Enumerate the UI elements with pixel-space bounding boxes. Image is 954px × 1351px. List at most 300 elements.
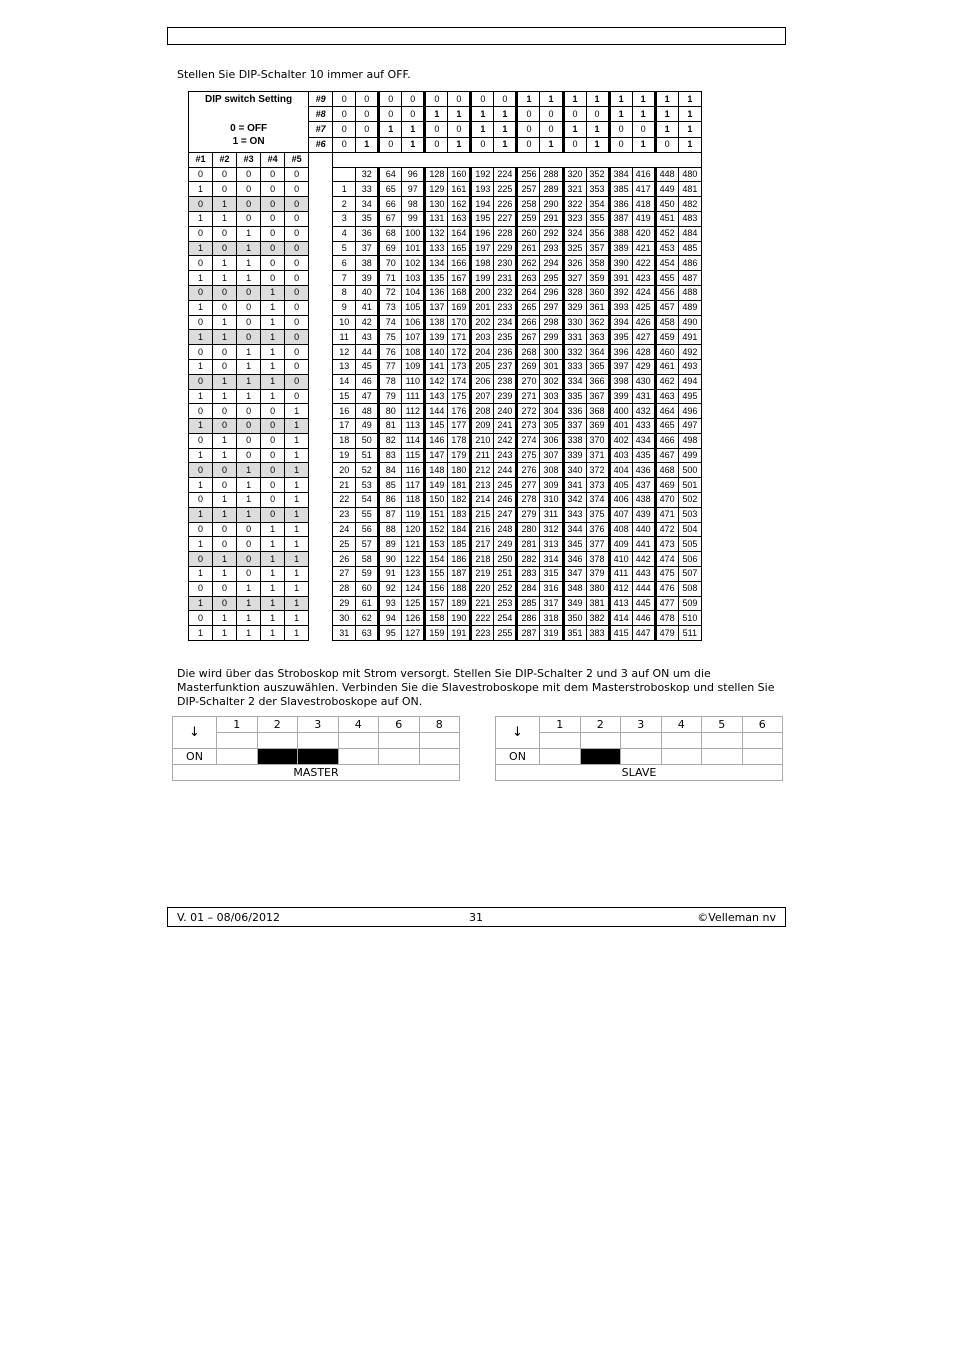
dip-address-value: 57 bbox=[356, 537, 379, 552]
dip-address-value: 498 bbox=[678, 433, 701, 448]
dip-address-value: 119 bbox=[402, 507, 425, 522]
dip-switch-header: #4 bbox=[261, 152, 285, 167]
dip-address-value: 342 bbox=[563, 493, 586, 508]
slave-switch-off bbox=[661, 749, 702, 765]
dip-switch-value: 0 bbox=[261, 433, 285, 448]
dip-address-value: 311 bbox=[540, 507, 563, 522]
dip-switch-value: 0 bbox=[261, 448, 285, 463]
dip-switch-value: 1 bbox=[285, 404, 309, 419]
dip-address-value: 83 bbox=[379, 448, 402, 463]
dip-address-value: 248 bbox=[494, 522, 517, 537]
dip-address-value: 203 bbox=[471, 330, 494, 345]
dip-address-value: 141 bbox=[425, 359, 448, 374]
dip-address-value: 98 bbox=[402, 197, 425, 212]
dip-switch-header: #3 bbox=[237, 152, 261, 167]
dip-address-value: 383 bbox=[586, 626, 609, 641]
dip-address-value: 143 bbox=[425, 389, 448, 404]
dip-address-value: 396 bbox=[609, 345, 632, 360]
dip-gap-cell bbox=[309, 389, 333, 404]
dip-address-value: 434 bbox=[632, 433, 655, 448]
dip-switch-value: 0 bbox=[261, 271, 285, 286]
dip-legend-on: 1 = ON bbox=[232, 136, 265, 147]
dip-address-value: 95 bbox=[379, 626, 402, 641]
dip-switch-value: 1 bbox=[213, 211, 237, 226]
dip-bit-cell: 1 bbox=[678, 122, 701, 137]
dip-address-value: 269 bbox=[517, 359, 540, 374]
dip-address-value: 226 bbox=[494, 197, 517, 212]
dip-switch-value: 1 bbox=[189, 241, 213, 256]
dip-address-value: 436 bbox=[632, 463, 655, 478]
master-blank-cell bbox=[298, 733, 339, 749]
dip-bit-cell: 1 bbox=[471, 107, 494, 122]
dip-address-value: 219 bbox=[471, 567, 494, 582]
slave-switch-number: 1 bbox=[540, 717, 581, 733]
dip-address-value: 149 bbox=[425, 478, 448, 493]
dip-address-value: 459 bbox=[655, 330, 678, 345]
dip-switch-value: 0 bbox=[213, 359, 237, 374]
dip-address-value: 146 bbox=[425, 433, 448, 448]
slave-switch-number: 6 bbox=[742, 717, 783, 733]
dip-address-value: 456 bbox=[655, 285, 678, 300]
dip-switch-value: 1 bbox=[189, 537, 213, 552]
dip-title: DIP switch Setting bbox=[205, 94, 293, 105]
dip-address-value: 511 bbox=[678, 626, 701, 641]
dip-address-value: 379 bbox=[586, 567, 609, 582]
dip-address-value: 101 bbox=[402, 241, 425, 256]
dip-address-value: 75 bbox=[379, 330, 402, 345]
dip-address-value: 154 bbox=[425, 552, 448, 567]
dip-legend-off: 0 = OFF bbox=[230, 123, 268, 134]
dip-switch-value: 1 bbox=[213, 197, 237, 212]
master-switch-number: 4 bbox=[338, 717, 379, 733]
dip-address-value: 314 bbox=[540, 552, 563, 567]
dip-address-value: 224 bbox=[494, 167, 517, 182]
dip-address-value: 499 bbox=[678, 448, 701, 463]
dip-address-value: 400 bbox=[609, 404, 632, 419]
dip-address-value: 325 bbox=[563, 241, 586, 256]
dip-switch-value: 1 bbox=[285, 567, 309, 582]
dip-address-value: 473 bbox=[655, 537, 678, 552]
dip-address-value: 243 bbox=[494, 448, 517, 463]
dip-switch-value: 1 bbox=[285, 552, 309, 567]
dip-address-value: 347 bbox=[563, 567, 586, 582]
dip-address-value: 442 bbox=[632, 552, 655, 567]
dip-switch-value: 1 bbox=[237, 463, 261, 478]
dip-address-value: 210 bbox=[471, 433, 494, 448]
dip-address-value: 125 bbox=[402, 596, 425, 611]
dip-address-value: 262 bbox=[517, 256, 540, 271]
dip-address-value: 312 bbox=[540, 522, 563, 537]
dip-switch-value: 1 bbox=[285, 478, 309, 493]
dip-address-value: 444 bbox=[632, 581, 655, 596]
dip-switch-value: 1 bbox=[285, 493, 309, 508]
dip-address-value: 28 bbox=[333, 581, 356, 596]
dip-switch-value: 0 bbox=[189, 197, 213, 212]
dip-address-value: 90 bbox=[379, 552, 402, 567]
dip-address-value: 92 bbox=[379, 581, 402, 596]
master-switch-number: 2 bbox=[257, 717, 298, 733]
dip-address-value: 139 bbox=[425, 330, 448, 345]
dip-switch-value: 1 bbox=[213, 433, 237, 448]
dip-address-value: 501 bbox=[678, 478, 701, 493]
dip-gap-cell bbox=[309, 285, 333, 300]
dip-bit-cell: 0 bbox=[356, 107, 379, 122]
dip-switch-value: 0 bbox=[237, 433, 261, 448]
master-blank-cell bbox=[257, 733, 298, 749]
dip-bit-cell: 0 bbox=[402, 107, 425, 122]
dip-value-header bbox=[333, 152, 702, 167]
slave-blank-cell bbox=[742, 733, 783, 749]
dip-address-value: 345 bbox=[563, 537, 586, 552]
dip-bit-cell: 1 bbox=[494, 137, 517, 152]
dip-address-value: 377 bbox=[586, 537, 609, 552]
dip-address-value: 112 bbox=[402, 404, 425, 419]
dip-address-value: 425 bbox=[632, 300, 655, 315]
dip-switch-value: 1 bbox=[285, 419, 309, 434]
dip-gap-cell bbox=[309, 359, 333, 374]
dip-address-value: 234 bbox=[494, 315, 517, 330]
dip-switch-value: 0 bbox=[213, 241, 237, 256]
dip-address-value: 73 bbox=[379, 300, 402, 315]
dip-address-value: 66 bbox=[379, 197, 402, 212]
dip-switch-value: 1 bbox=[261, 567, 285, 582]
dip-address-value: 214 bbox=[471, 493, 494, 508]
dip-address-value: 223 bbox=[471, 626, 494, 641]
dip-address-value: 382 bbox=[586, 611, 609, 626]
dip-address-value: 300 bbox=[540, 345, 563, 360]
dip-address-value: 410 bbox=[609, 552, 632, 567]
dip-address-value: 386 bbox=[609, 197, 632, 212]
dip-switch-value: 0 bbox=[261, 507, 285, 522]
dip-bit-cell: 1 bbox=[586, 92, 609, 107]
dip-address-value: 495 bbox=[678, 389, 701, 404]
dip-address-value: 260 bbox=[517, 226, 540, 241]
dip-switch-value: 0 bbox=[213, 581, 237, 596]
dip-address-value: 407 bbox=[609, 507, 632, 522]
dip-address-value: 158 bbox=[425, 611, 448, 626]
dip-switch-value: 0 bbox=[189, 226, 213, 241]
dip-address-value: 451 bbox=[655, 211, 678, 226]
dip-address-value: 486 bbox=[678, 256, 701, 271]
dip-switch-value: 1 bbox=[261, 285, 285, 300]
dip-address-value: 232 bbox=[494, 285, 517, 300]
dip-address-value: 124 bbox=[402, 581, 425, 596]
dip-address-value: 353 bbox=[586, 182, 609, 197]
dip-address-value: 172 bbox=[448, 345, 471, 360]
dip-switch-value: 0 bbox=[213, 226, 237, 241]
dip-switch-value: 0 bbox=[237, 419, 261, 434]
master-blank-cell bbox=[338, 733, 379, 749]
dip-address-value: 458 bbox=[655, 315, 678, 330]
dip-gap-cell bbox=[309, 256, 333, 271]
master-blank-cell bbox=[419, 733, 460, 749]
dip-address-value: 22 bbox=[333, 493, 356, 508]
dip-address-value: 272 bbox=[517, 404, 540, 419]
dip-switch-value: 0 bbox=[189, 522, 213, 537]
dip-address-value: 170 bbox=[448, 315, 471, 330]
dip-switch-value: 0 bbox=[261, 478, 285, 493]
dip-switch-value: 0 bbox=[237, 448, 261, 463]
dip-switch-value: 0 bbox=[261, 211, 285, 226]
dip-address-value: 397 bbox=[609, 359, 632, 374]
slave-switch-off bbox=[540, 749, 581, 765]
dip-switch-value: 0 bbox=[285, 226, 309, 241]
dip-address-value: 230 bbox=[494, 256, 517, 271]
dip-address-value: 3 bbox=[333, 211, 356, 226]
dip-address-value: 153 bbox=[425, 537, 448, 552]
dip-switch-value: 0 bbox=[213, 300, 237, 315]
dip-switch-value: 1 bbox=[261, 389, 285, 404]
dip-switch-value: 0 bbox=[189, 611, 213, 626]
dip-address-value: 305 bbox=[540, 419, 563, 434]
dip-address-value: 9 bbox=[333, 300, 356, 315]
dip-switch-value: 1 bbox=[261, 359, 285, 374]
dip-switch-value: 1 bbox=[285, 596, 309, 611]
dip-address-value: 466 bbox=[655, 433, 678, 448]
dip-address-value: 222 bbox=[471, 611, 494, 626]
dip-address-value: 336 bbox=[563, 404, 586, 419]
dip-address-value: 43 bbox=[356, 330, 379, 345]
dip-address-value: 313 bbox=[540, 537, 563, 552]
dip-gap-cell bbox=[309, 626, 333, 641]
dip-address-value: 369 bbox=[586, 419, 609, 434]
dip-address-value: 14 bbox=[333, 374, 356, 389]
dip-address-value bbox=[333, 167, 356, 182]
dip-address-value: 16 bbox=[333, 404, 356, 419]
dip-address-value: 51 bbox=[356, 448, 379, 463]
dip-address-value: 195 bbox=[471, 211, 494, 226]
dip-address-value: 2 bbox=[333, 197, 356, 212]
dip-switch-value: 1 bbox=[285, 626, 309, 641]
dip-address-value: 415 bbox=[609, 626, 632, 641]
dip-bit-cell: 0 bbox=[425, 92, 448, 107]
dip-address-value: 378 bbox=[586, 552, 609, 567]
dip-switch-value: 0 bbox=[261, 419, 285, 434]
dip-address-value: 100 bbox=[402, 226, 425, 241]
dip-address-value: 344 bbox=[563, 522, 586, 537]
dip-address-value: 428 bbox=[632, 345, 655, 360]
dip-bit-cell: 0 bbox=[517, 122, 540, 137]
dip-address-value: 483 bbox=[678, 211, 701, 226]
dip-address-value: 38 bbox=[356, 256, 379, 271]
dip-address-value: 268 bbox=[517, 345, 540, 360]
dip-switch-value: 1 bbox=[189, 596, 213, 611]
dip-address-value: 127 bbox=[402, 626, 425, 641]
dip-switch-value: 0 bbox=[261, 197, 285, 212]
dip-address-value: 402 bbox=[609, 433, 632, 448]
dip-address-value: 115 bbox=[402, 448, 425, 463]
dip-address-value: 131 bbox=[425, 211, 448, 226]
dip-address-value: 509 bbox=[678, 596, 701, 611]
dip-address-value: 216 bbox=[471, 522, 494, 537]
dip-address-value: 137 bbox=[425, 300, 448, 315]
dip-bit-cell: 0 bbox=[609, 122, 632, 137]
footer-page-number: 31 bbox=[469, 911, 483, 924]
dip-address-value: 140 bbox=[425, 345, 448, 360]
dip-switch-value: 1 bbox=[213, 271, 237, 286]
dip-switch-value: 1 bbox=[285, 448, 309, 463]
dip-address-value: 160 bbox=[448, 167, 471, 182]
dip-address-value: 72 bbox=[379, 285, 402, 300]
dip-switch-value: 1 bbox=[213, 493, 237, 508]
dip-address-value: 35 bbox=[356, 211, 379, 226]
dip-address-value: 39 bbox=[356, 271, 379, 286]
dip-gap-cell bbox=[309, 404, 333, 419]
dip-address-value: 480 bbox=[678, 167, 701, 182]
dip-address-value: 105 bbox=[402, 300, 425, 315]
dip-gap-cell bbox=[309, 463, 333, 478]
dip-bit-cell: 1 bbox=[609, 107, 632, 122]
dip-switch-value: 0 bbox=[285, 330, 309, 345]
dip-address-value: 340 bbox=[563, 463, 586, 478]
dip-address-value: 500 bbox=[678, 463, 701, 478]
dip-bit-cell: 0 bbox=[655, 137, 678, 152]
dip-row-label: #9 bbox=[309, 92, 333, 107]
dip-address-value: 145 bbox=[425, 419, 448, 434]
dip-switch-value: 0 bbox=[285, 389, 309, 404]
dip-address-value: 205 bbox=[471, 359, 494, 374]
dip-address-value: 15 bbox=[333, 389, 356, 404]
dip-address-value: 485 bbox=[678, 241, 701, 256]
dip-gap-cell bbox=[309, 567, 333, 582]
dip-address-value: 32 bbox=[356, 167, 379, 182]
dip-address-value: 439 bbox=[632, 507, 655, 522]
dip-legend-cell bbox=[189, 92, 309, 153]
dip-address-value: 99 bbox=[402, 211, 425, 226]
dip-address-value: 152 bbox=[425, 522, 448, 537]
dip-bit-cell: 0 bbox=[402, 92, 425, 107]
dip-address-value: 467 bbox=[655, 448, 678, 463]
dip-bit-cell: 1 bbox=[655, 92, 678, 107]
dip-switch-value: 1 bbox=[261, 300, 285, 315]
dip-address-value: 361 bbox=[586, 300, 609, 315]
dip-address-value: 47 bbox=[356, 389, 379, 404]
dip-address-value: 426 bbox=[632, 315, 655, 330]
dip-address-value: 350 bbox=[563, 611, 586, 626]
dip-address-value: 252 bbox=[494, 581, 517, 596]
dip-address-value: 258 bbox=[517, 197, 540, 212]
dip-address-value: 185 bbox=[448, 537, 471, 552]
dip-address-value: 349 bbox=[563, 596, 586, 611]
dip-bit-cell: 1 bbox=[448, 107, 471, 122]
dip-address-value: 390 bbox=[609, 256, 632, 271]
slave-on-label: ON bbox=[496, 749, 540, 765]
dip-address-value: 324 bbox=[563, 226, 586, 241]
slave-table bbox=[495, 716, 783, 781]
dip-address-value: 138 bbox=[425, 315, 448, 330]
dip-address-value: 13 bbox=[333, 359, 356, 374]
dip-address-value: 375 bbox=[586, 507, 609, 522]
dip-address-value: 60 bbox=[356, 581, 379, 596]
dip-switch-value: 1 bbox=[261, 626, 285, 641]
dip-address-value: 323 bbox=[563, 211, 586, 226]
dip-address-value: 291 bbox=[540, 211, 563, 226]
dip-address-value: 418 bbox=[632, 197, 655, 212]
dip-address-value: 447 bbox=[632, 626, 655, 641]
dip-address-value: 360 bbox=[586, 285, 609, 300]
dip-bit-cell: 1 bbox=[425, 107, 448, 122]
dip-bit-cell: 1 bbox=[678, 137, 701, 152]
dip-address-value: 264 bbox=[517, 285, 540, 300]
dip-address-value: 389 bbox=[609, 241, 632, 256]
dip-address-value: 237 bbox=[494, 359, 517, 374]
dip-address-value: 191 bbox=[448, 626, 471, 641]
dip-address-value: 282 bbox=[517, 552, 540, 567]
dip-address-value: 19 bbox=[333, 448, 356, 463]
dip-address-value: 37 bbox=[356, 241, 379, 256]
slave-blank-cell bbox=[540, 733, 581, 749]
dip-switch-value: 0 bbox=[237, 211, 261, 226]
dip-bit-cell: 0 bbox=[517, 137, 540, 152]
slave-blank-cell bbox=[580, 733, 621, 749]
dip-switch-value: 0 bbox=[189, 285, 213, 300]
dip-address-value: 247 bbox=[494, 507, 517, 522]
dip-switch-value: 0 bbox=[285, 285, 309, 300]
dip-switch-value: 0 bbox=[285, 167, 309, 182]
dip-switch-value: 1 bbox=[285, 522, 309, 537]
dip-address-value: 155 bbox=[425, 567, 448, 582]
dip-address-value: 464 bbox=[655, 404, 678, 419]
dip-address-value: 332 bbox=[563, 345, 586, 360]
slave-arrow-icon: ↓ bbox=[496, 717, 540, 749]
dip-bit-cell: 1 bbox=[356, 137, 379, 152]
dip-bit-cell: 1 bbox=[471, 122, 494, 137]
slave-blank-cell bbox=[702, 733, 743, 749]
dip-address-value: 159 bbox=[425, 626, 448, 641]
dip-switch-value: 1 bbox=[189, 211, 213, 226]
dip-address-value: 492 bbox=[678, 345, 701, 360]
dip-bit-cell: 1 bbox=[655, 107, 678, 122]
dip-address-value: 346 bbox=[563, 552, 586, 567]
dip-bit-cell: 0 bbox=[563, 137, 586, 152]
master-on-label: ON bbox=[173, 749, 217, 765]
dip-address-value: 41 bbox=[356, 300, 379, 315]
dip-address-value: 148 bbox=[425, 463, 448, 478]
dip-address-value: 17 bbox=[333, 419, 356, 434]
dip-address-value: 122 bbox=[402, 552, 425, 567]
dip-address-value: 438 bbox=[632, 493, 655, 508]
dip-switch-table bbox=[188, 91, 702, 638]
dip-address-value: 465 bbox=[655, 419, 678, 434]
dip-address-value: 227 bbox=[494, 211, 517, 226]
dip-gap-cell bbox=[309, 522, 333, 537]
dip-address-value: 86 bbox=[379, 493, 402, 508]
dip-switch-value: 1 bbox=[213, 315, 237, 330]
dip-bit-cell: 1 bbox=[609, 92, 632, 107]
dip-address-value: 249 bbox=[494, 537, 517, 552]
dip-address-value: 147 bbox=[425, 448, 448, 463]
dip-address-value: 387 bbox=[609, 211, 632, 226]
dip-address-value: 299 bbox=[540, 330, 563, 345]
slave-switch-off bbox=[621, 749, 662, 765]
dip-address-value: 363 bbox=[586, 330, 609, 345]
dip-address-value: 358 bbox=[586, 256, 609, 271]
dip-address-value: 82 bbox=[379, 433, 402, 448]
slave-blank-cell bbox=[661, 733, 702, 749]
description-text: Die wird über das Stroboskop mit Strom versorgt. Stellen Sie DIP-Schalter 2 und 3 auf ON um die Masterfunktion auszuwählen. Verbinden Sie die Slavestroboskope mit dem Masterstroboskop und stellen Sie DIP-Schalter 2 der Slavestroboskope auf ON. bbox=[177, 667, 775, 708]
dip-switch-value: 0 bbox=[213, 419, 237, 434]
dip-gap-cell bbox=[309, 581, 333, 596]
dip-address-value: 21 bbox=[333, 478, 356, 493]
dip-bit-cell: 1 bbox=[632, 107, 655, 122]
dip-bit-cell: 0 bbox=[471, 137, 494, 152]
dip-address-value: 67 bbox=[379, 211, 402, 226]
dip-address-value: 96 bbox=[402, 167, 425, 182]
dip-address-value: 286 bbox=[517, 611, 540, 626]
dip-address-value: 10 bbox=[333, 315, 356, 330]
dip-gap-cell bbox=[309, 478, 333, 493]
dip-address-value: 173 bbox=[448, 359, 471, 374]
